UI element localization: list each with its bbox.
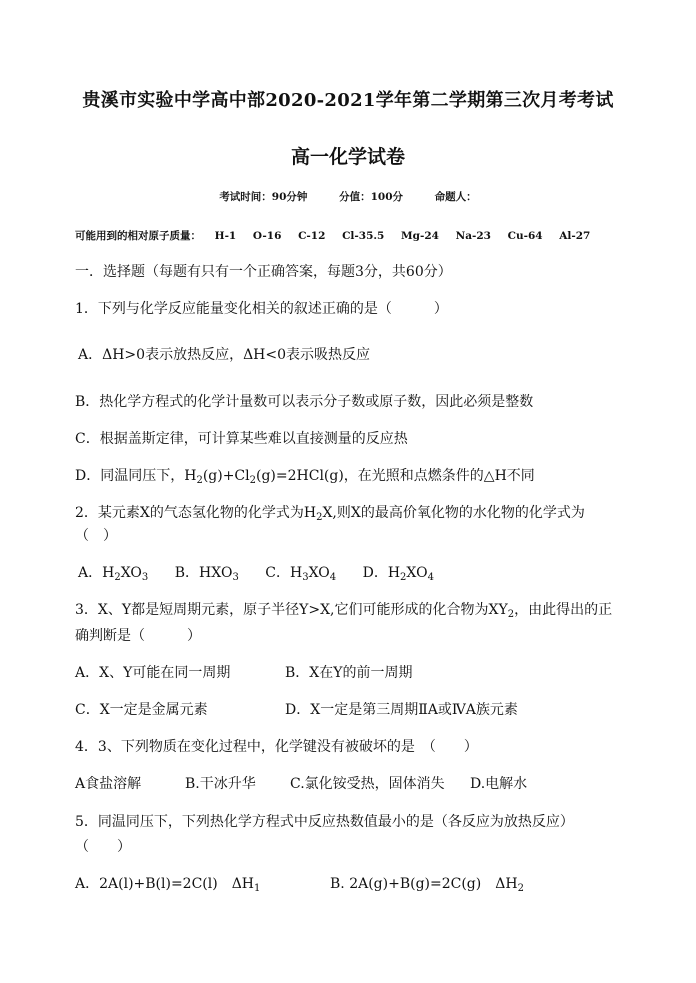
exam-subtitle: 高一化学试卷: [290, 146, 405, 168]
atomic-mass-item: O-16: [252, 230, 282, 242]
atomic-mass-item: C-12: [298, 230, 326, 242]
q4-option-d: D.电解水: [470, 776, 528, 792]
q4-option-a: A食盐溶解: [75, 776, 142, 792]
atomic-mass-label: 可能用到的相对原子质量：: [75, 230, 201, 242]
q5-answer-paren: （ ）: [75, 839, 131, 855]
atomic-mass-item: Cu-64: [507, 230, 543, 242]
q2-option-d: D．$H_2XO_4$: [362, 565, 434, 583]
q1-stem: 1．下列与化学反应能量变化相关的叙述正确的是（ ）: [75, 301, 448, 317]
atomic-mass-item: Na-23: [455, 230, 491, 242]
exam-author: 命题人：: [434, 191, 477, 203]
section-heading: 一．选择题（每题有只有一个正确答案，每题3分，共60分）: [75, 264, 452, 280]
q2-option-c: C．$H_3XO_4$: [265, 565, 337, 583]
exam-title: 贵溪市实验中学高中部2020-2021学年第二学期第三次月考考试: [82, 90, 614, 111]
atomic-mass-item: Cl-35.5: [342, 230, 385, 242]
q4-stem: 4．3、下列物质在变化过程中，化学键没有被破坏的是 （ ）: [75, 739, 478, 755]
q3-option-a: A．X、Y可能在同一周期: [75, 665, 231, 681]
atomic-mass-line: [75, 228, 603, 243]
q3-stem: 3．X、Y都是短周期元素，原子半径Y>X,它们可能形成的化合物为$XY_2$，由此得出的正: [75, 602, 613, 620]
exam-time: 考试时间：90分钟: [219, 191, 308, 203]
q2-option-a: A．$H_2XO_3$: [78, 565, 149, 583]
atomic-mass-item: H-1: [214, 230, 237, 242]
q5-stem: 5．同温同压下，下列热化学方程式中反应热数值最小的是（各反应为放热反应）: [75, 814, 574, 830]
q2-answer-paren: （ ）: [75, 528, 117, 544]
q2-option-b: B．$HXO_3$: [174, 565, 239, 583]
q3-option-b: B．X在Y的前一周期: [285, 665, 413, 681]
exam-info: [0, 189, 696, 204]
q1-option-d: D．同温同压下，$H_2(g)+Cl_2(g)=2HCl(g)$，在光照和点燃条件的△H不同: [75, 468, 535, 486]
atomic-mass-item: Mg-24: [401, 230, 439, 242]
q2-options: [78, 563, 434, 583]
q1-option-a: A．ΔH>0表示放热反应，ΔH<0表示吸热反应: [78, 347, 371, 363]
q4-option-b: B.干冰升华: [185, 776, 256, 792]
q2-stem: 2．某元素X的气态氢化物的化学式为$H_2X$,则X的最高价氧化物的水化物的化学式为: [75, 505, 585, 523]
q3-stem-line2: 确判断是（ ）: [75, 628, 201, 644]
atomic-mass-item: Al-27: [559, 230, 591, 242]
q1-option-c: C．根据盖斯定律，可计算某些难以直接测量的反应热: [75, 431, 408, 447]
q4-option-c: C.氯化铵受热，固体消失: [290, 776, 445, 792]
q3-option-d: D．X一定是第三周期ⅡA或ⅣA族元素: [285, 702, 518, 718]
exam-score: 分值：100分: [339, 191, 404, 203]
q5-option-a: A．2A(l)+B(l)=2C(l) $\Delta H_1$: [75, 876, 261, 894]
q5-option-b: B. 2A(g)+B(g)=2C(g) $\Delta H_2$: [330, 876, 524, 894]
q1-option-b: B．热化学方程式的化学计量数可以表示分子数或原子数，因此必须是整数: [75, 394, 534, 410]
q3-option-c: C．X一定是金属元素: [75, 702, 208, 718]
